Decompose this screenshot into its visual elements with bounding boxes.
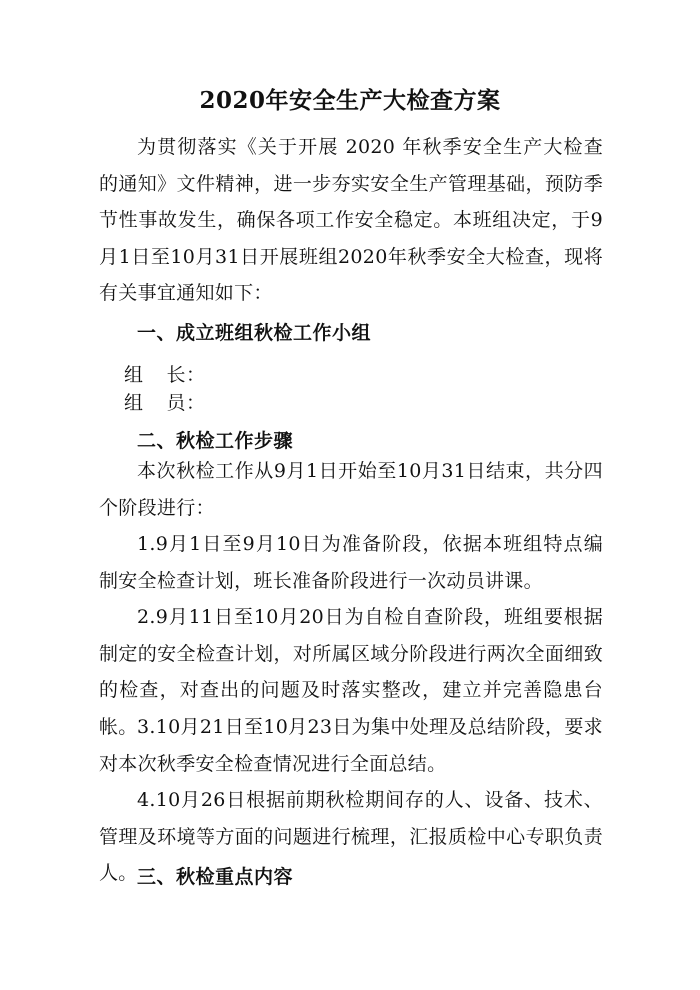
step-4: 4.10月26日根据前期秋检期间存的人、设备、技术、管理及环境等方面的问题进行梳理，汇报质检中心专职负责人。 bbox=[99, 789, 603, 884]
member-value-leader: ： bbox=[186, 364, 206, 386]
step-3: 3.10月21日至10月23日为集中处理及总结阶段，要求对本次秋季安全检查情况进行全面总结。 bbox=[99, 716, 603, 775]
step-2: 2.9月11日至10月20日为自检自查阶段，班组要根据制定的安全检查计划，对所属区域分阶段进行两次全面细致的检查，对查出的问题及时落实整改，建立并完善隐患台帐。 bbox=[99, 606, 603, 738]
section3-heading: 三、秋检重点内容 bbox=[137, 866, 294, 888]
step-1: 1.9月1日至9月10日为准备阶段，依据本班组特点编制安全检查计划，班长准备阶段进行一次动员讲课。 bbox=[99, 533, 603, 592]
section1-heading: 一、成立班组秋检工作小组 bbox=[137, 322, 372, 344]
section2-heading: 二、秋检工作步骤 bbox=[137, 430, 294, 452]
intro-paragraph: 为贯彻落实《关于开展 2020 年秋季安全生产大检查的通知》文件精神，进一步夯实安全生产管理基础，预防季节性事故发生，确保各项工作安全稳定。本班组决定，于9月1日至10月31日开展班组2020年秋季安全大检查，现将有关事宜通知如下： bbox=[99, 136, 603, 304]
member-row-leader bbox=[124, 360, 206, 387]
section2-overview: 本次秋检工作从9月1日开始至10月31日结束，共分四个阶段进行： bbox=[99, 460, 603, 519]
member-label-staff: 组员 bbox=[124, 392, 186, 414]
document-title: 2020年安全生产大检查方案 bbox=[199, 87, 501, 114]
member-row-staff bbox=[124, 388, 206, 415]
member-value-staff: ： bbox=[186, 392, 206, 414]
member-label-leader: 组长 bbox=[124, 364, 186, 386]
